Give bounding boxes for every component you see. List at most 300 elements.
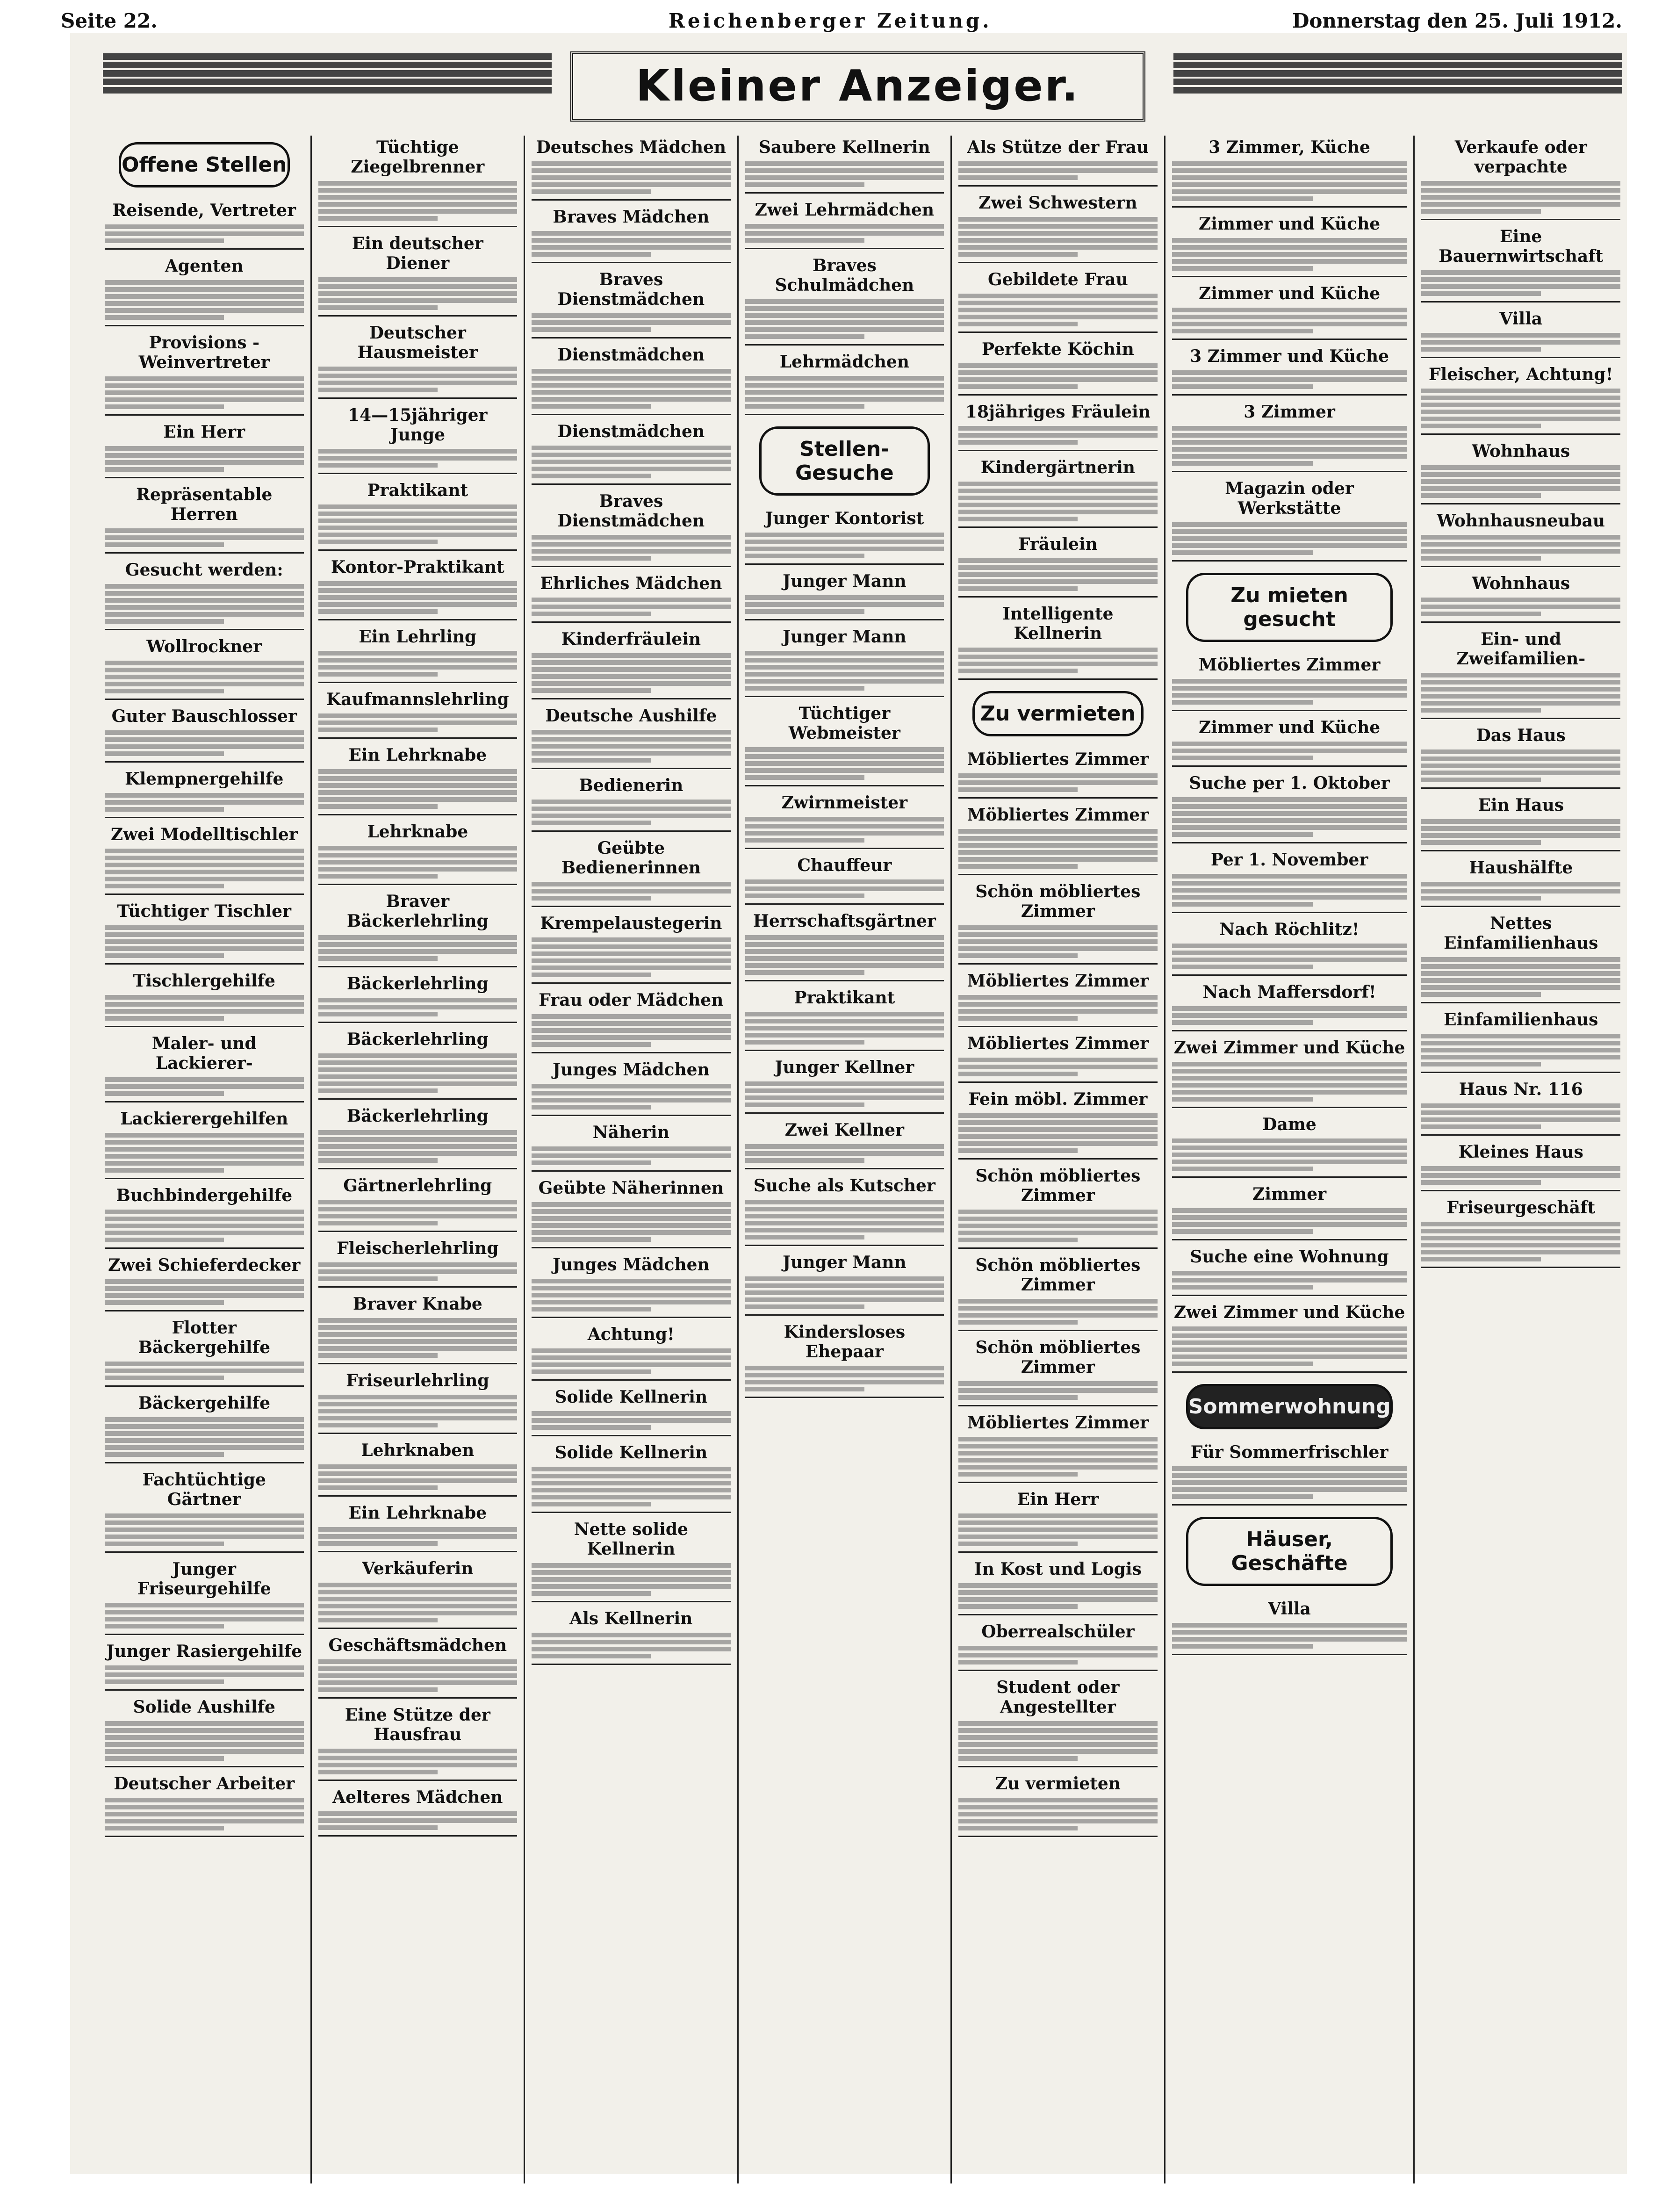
ad-text-line [745,390,944,395]
ad-heading: Schön möbliertes Zimmer [975,1338,1141,1377]
ad-text-line [318,388,438,392]
classified-ad [958,533,1158,598]
ad-text-line [532,1042,651,1047]
ad-divider [958,185,1158,187]
ad-text-line [745,1207,944,1211]
ad-heading: Reisende, Vertreter [112,201,296,220]
ad-text-line [532,598,731,602]
ad-text-line [105,1417,304,1422]
ad-divider [1172,1239,1407,1240]
ad-text-line [958,433,1158,438]
ad-text-line [318,1151,518,1156]
ad-text-line [958,1812,1158,1816]
classified-ad [1172,1597,1407,1655]
rate-notice-right [1173,51,1622,122]
ad-text-line [958,1735,1158,1740]
ad-heading: Möbliertes Zimmer [967,1413,1149,1433]
ad-text-line [105,849,304,853]
ad-text-line [1172,308,1407,312]
ad-text-line [958,925,1158,930]
ad-text-line [745,1221,944,1225]
ad-text-line [105,1009,304,1014]
classified-ad [958,456,1158,528]
classified-ad [1421,1008,1620,1073]
ad-text-line [532,1584,731,1589]
classified-ad [532,627,731,699]
ad-heading: Ein deutscher Diener [352,234,483,273]
ad-heading: Friseurgeschäft [1446,1198,1596,1218]
classified-ad [1172,1036,1407,1108]
ad-text-line [532,660,731,665]
ad-divider [958,797,1158,799]
section-heading: Häuser, Geschäfte [1186,1517,1393,1586]
ad-text-line [105,1300,224,1305]
ad-heading: Möbliertes Zimmer [967,805,1149,825]
ad-text-line [1421,1166,1620,1171]
ad-text-line [1172,1487,1407,1492]
ad-divider [745,785,944,786]
ad-text-line [958,648,1158,652]
ad-text-line [958,579,1158,584]
ad-text-line [958,1749,1158,1754]
ad-divider [318,884,518,885]
ad-text-line [105,315,224,320]
ad-text-line [105,1210,304,1214]
ad-heading: Klempnergehilfe [125,769,284,789]
ad-heading: Für Sommerfrischler [1190,1442,1388,1462]
ad-text-line [958,1381,1158,1386]
ad-heading: Provisions - Weinvertreter [138,333,270,372]
ad-divider [958,1670,1158,1671]
ad-text-line [105,294,304,299]
ad-text-line [318,1756,518,1760]
ad-text-line [958,1217,1158,1221]
ad-heading: Dame [1262,1115,1316,1134]
ad-heading: Tüchtiger Webmeister [788,704,900,743]
ad-heading: Nach Röchlitz! [1219,920,1360,939]
ad-text-line [1421,764,1620,768]
ad-text-line [105,453,304,458]
ad-column [312,136,525,2183]
ad-divider [318,682,518,683]
ad-heading: Ein Herr [1017,1490,1099,1509]
ad-text-line [1421,1062,1540,1066]
ad-text-line [958,1520,1158,1525]
ad-text-line [745,327,944,332]
ad-divider [318,1231,518,1232]
ad-text-line [318,456,518,461]
ad-text-line [532,231,731,236]
ad-heading: Suche per 1. Oktober [1189,773,1390,793]
ad-text-line [1172,797,1407,802]
ad-text-line [1172,944,1407,948]
ad-text-line [105,612,304,617]
ad-text-line [745,1228,944,1232]
ad-heading: Repräsentable Herren [136,485,273,524]
ad-text-line [105,1224,304,1228]
ad-divider [958,1330,1158,1331]
ad-text-line [958,1660,1078,1664]
ad-text-line [745,686,864,691]
classified-ad [318,232,518,317]
classified-ad [958,803,1158,875]
ad-text-line [958,496,1158,500]
ad-text-line [958,1721,1158,1726]
ad-text-line [532,1495,731,1499]
ad-text-line [745,554,864,558]
ad-divider [532,698,731,699]
ad-text-line [105,953,224,958]
ad-heading: Friseurlehrling [346,1371,489,1391]
classified-ad [105,1557,304,1635]
ad-text-line [105,1665,304,1670]
ad-divider [745,1168,944,1169]
ad-text-line [1421,202,1620,207]
ad-text-line [958,953,1078,958]
ad-text-line [318,1763,518,1767]
ad-text-line [958,1313,1158,1318]
ad-divider [1421,357,1620,358]
classified-ad [318,1634,518,1699]
classified-ad [958,1676,1158,1767]
ad-text-line [532,1411,731,1416]
ad-text-line [1172,1013,1407,1018]
ad-text-line [958,1805,1158,1809]
ad-text-line [1421,493,1540,498]
ad-text-line [318,804,438,809]
ad-text-line [958,426,1158,431]
ad-text-line [1421,188,1620,193]
ad-text-line [958,1113,1158,1118]
ad-text-line [1172,168,1407,173]
classified-ad [1421,912,1620,1003]
ad-text-line [532,1160,651,1165]
ad-heading: Dienstmädchen [557,345,705,365]
ad-heading: Ein Lehrknabe [348,1503,487,1523]
ad-text-line [958,1141,1158,1146]
ad-text-line [745,168,944,173]
ad-text-line [745,658,944,663]
ad-text-line [1421,985,1620,990]
ad-text-line [745,935,944,940]
ad-text-line [1172,1160,1407,1164]
ad-text-line [105,1161,304,1166]
ad-divider [1172,974,1407,976]
ad-text-line [745,665,944,670]
ad-text-line [532,1202,731,1207]
classified-ad [105,1468,304,1553]
ad-text-line [745,1081,944,1086]
ad-divider [1172,842,1407,843]
ad-text-line [1421,1055,1620,1059]
ad-text-line [105,619,224,624]
classified-ad [532,420,731,485]
ad-text-line [958,655,1158,659]
ad-text-line [105,675,304,679]
classified-ad [318,1501,518,1552]
ad-text-line [105,730,304,735]
ad-text-line [958,857,1158,862]
ad-text-line [958,1148,1078,1153]
ad-text-line [1172,1285,1313,1290]
ad-heading: Ein Haus [1478,795,1564,815]
ad-text-line [958,224,1158,229]
ad-text-line [318,1269,518,1274]
ad-heading: Wollrockner [146,637,262,656]
ad-divider [1172,912,1407,913]
ad-text-line [105,280,304,285]
ad-text-line [1172,384,1313,389]
ad-text-line [745,963,944,968]
classified-ad [105,823,304,895]
ad-text-line [105,793,304,798]
ad-text-line [1421,209,1540,214]
ad-text-line [532,681,731,686]
classified-ad [745,986,944,1051]
ad-text-line [532,1467,731,1471]
ad-text-line [105,1603,304,1607]
ad-text-line [318,1541,438,1546]
ad-text-line [1172,1480,1407,1485]
ad-divider [745,192,944,194]
ad-text-line [745,1012,944,1016]
classified-ad [1172,400,1407,472]
classified-ad [1172,1441,1407,1506]
classified-ad [318,820,518,885]
ad-divider [745,980,944,981]
classified-ad [745,507,944,565]
ad-divider [1172,1030,1407,1031]
ad-text-line [105,1542,224,1546]
ad-text-line [958,1388,1158,1393]
ad-text-line [1421,612,1540,616]
ad-text-line [1172,1630,1407,1635]
ad-text-line [532,542,731,547]
ad-text-line [318,797,518,802]
ad-text-line [958,168,1158,173]
ad-text-line [745,1088,944,1093]
ad-heading: Junger Kontorist [765,509,924,528]
ad-text-line [745,609,864,614]
ad-heading: Aelteres Mädchen [332,1787,503,1807]
ad-divider [532,1052,731,1053]
ad-text-line [1172,1326,1407,1331]
ad-text-line [958,161,1158,166]
ad-divider [105,477,304,478]
ad-text-line [1172,1076,1407,1081]
ad-text-line [105,807,224,812]
ad-text-line [105,800,304,805]
ad-heading: Perfekte Köchin [981,339,1134,359]
ad-text-line [1172,1083,1407,1088]
ad-text-line [105,1016,224,1021]
ad-heading: Nettes Einfamilienhaus [1444,914,1598,953]
ad-text-line [105,224,304,229]
ad-text-line [958,864,1078,869]
ad-text-line [1172,818,1407,823]
ad-text-line [105,1445,304,1450]
classified-ad [1421,225,1620,303]
classified-ad [958,969,1158,1027]
ad-heading: Braver Bäckerlehrling [346,892,489,931]
ad-text-line [745,949,944,954]
ad-divider [745,1245,944,1246]
ad-text-line [1421,403,1620,407]
ad-heading: Zwei Schieferdecker [108,1255,301,1275]
classified-ad [105,1695,304,1767]
ad-divider [745,619,944,620]
ad-text-line [1172,1340,1407,1345]
ad-text-line [745,747,944,752]
ad-text-line [318,1659,518,1664]
ad-text-line [1421,396,1620,400]
classified-ad [958,1032,1158,1083]
classified-ad [745,702,944,786]
ad-text-line [958,322,1078,326]
ad-text-line [1421,347,1540,352]
ad-text-line [958,217,1158,222]
ad-divider [532,414,731,415]
classified-ad [318,625,518,683]
ad-text-line [318,1687,438,1692]
ad-text-line [532,882,731,886]
ad-text-line [1172,536,1407,541]
ad-text-line [105,1077,304,1082]
ad-divider [532,982,731,984]
ad-text-line [532,821,651,825]
ad-text-line [1172,1347,1407,1352]
ad-text-line [318,1478,518,1483]
classified-ad [1172,716,1407,767]
section-heading: Zu vermieten [972,691,1144,736]
ad-text-line [958,1306,1158,1311]
ad-divider [532,199,731,201]
classified-ad [745,1320,944,1398]
ad-text-line [318,1409,518,1413]
classified-ad [1172,653,1407,711]
ad-column [952,136,1165,2183]
ad-text-line [745,679,944,684]
ad-divider [318,1363,518,1364]
ad-text-line [532,653,731,658]
ad-text-line [105,390,304,395]
ad-text-line [1421,1034,1620,1038]
ad-text-line [532,313,731,318]
ad-text-line [745,299,944,304]
ad-text-line [745,886,944,891]
ad-divider [318,1551,518,1552]
ad-heading: Fräulein [1018,534,1098,554]
classified-ad [958,602,1158,680]
ad-text-line [958,363,1158,368]
ad-heading: Lehrknaben [361,1441,475,1460]
classified-ad [958,1336,1158,1406]
ad-text-line [745,1033,944,1038]
classified-ad [1172,345,1407,396]
ad-text-line [1172,749,1407,753]
classified-ad [958,748,1158,799]
ad-text-line [105,1238,224,1242]
ad-divider [1172,710,1407,711]
ad-text-line [958,1590,1158,1595]
ad-heading: Braves Schulmädchen [775,256,914,295]
ad-heading: 18jähriges Fräulein [965,402,1151,422]
classified-ad [1421,363,1620,435]
ad-text-line [1172,196,1313,201]
ad-text-line [318,1811,518,1816]
ad-text-line [532,1153,731,1158]
ad-divider [958,963,1158,965]
classified-ad [532,136,731,201]
ad-text-line [318,595,518,600]
ad-text-line [532,245,731,250]
ad-divider [105,1247,304,1249]
ad-text-line [105,925,304,930]
ad-text-line [745,956,944,961]
classified-ad [1421,627,1620,719]
ad-divider [318,1697,518,1699]
ad-text-line [105,287,304,292]
classified-ad [532,268,731,339]
ad-heading: Zimmer und Küche [1198,718,1381,737]
ad-heading: Krempelaustegerin [540,914,722,933]
ad-divider [318,397,518,399]
classified-ad [105,420,304,478]
ad-text-line [105,1279,304,1284]
ad-text-line [745,540,944,544]
ad-text-line [958,1444,1158,1448]
ad-text-line [1421,417,1620,421]
ad-heading: Braves Mädchen [553,207,710,227]
ad-divider [958,1551,1158,1553]
classified-ad [532,704,731,769]
ad-text-line [532,730,731,735]
classified-ad [105,1107,304,1179]
classified-ad [105,1316,304,1387]
ad-text-line [105,404,224,409]
ad-text-line [318,1604,518,1608]
ad-divider [532,830,731,832]
ad-divider [318,473,518,474]
ad-heading: Solide Kellnerin [554,1387,708,1407]
ad-heading: Einfamilienhaus [1444,1010,1598,1030]
ad-text-line [1172,1355,1407,1359]
ad-text-line [1172,1229,1313,1234]
ad-text-line [1421,840,1540,845]
ad-divider [105,1462,304,1463]
ad-text-line [318,209,518,214]
ad-text-line [958,510,1158,514]
ad-divider [958,1405,1158,1406]
ad-text-line [532,800,731,804]
ad-text-line [318,790,518,795]
ad-text-line [1421,340,1620,345]
ad-text-line [745,602,944,607]
ad-heading: Deutscher Hausmeister [357,323,478,362]
ad-text-line [958,231,1158,236]
ad-text-line [532,467,731,471]
ad-text-line [532,369,731,374]
ad-text-line [318,1053,518,1058]
ad-heading: Fleischer, Achtung! [1429,365,1613,384]
ad-divider [958,331,1158,333]
ad-text-line [318,305,438,310]
newspaper-name: Reichenberger Zeitung. [669,9,992,32]
ad-text-line [1172,238,1407,243]
ad-text-line [532,320,731,325]
ad-divider [105,248,304,250]
ad-text-line [318,188,518,193]
